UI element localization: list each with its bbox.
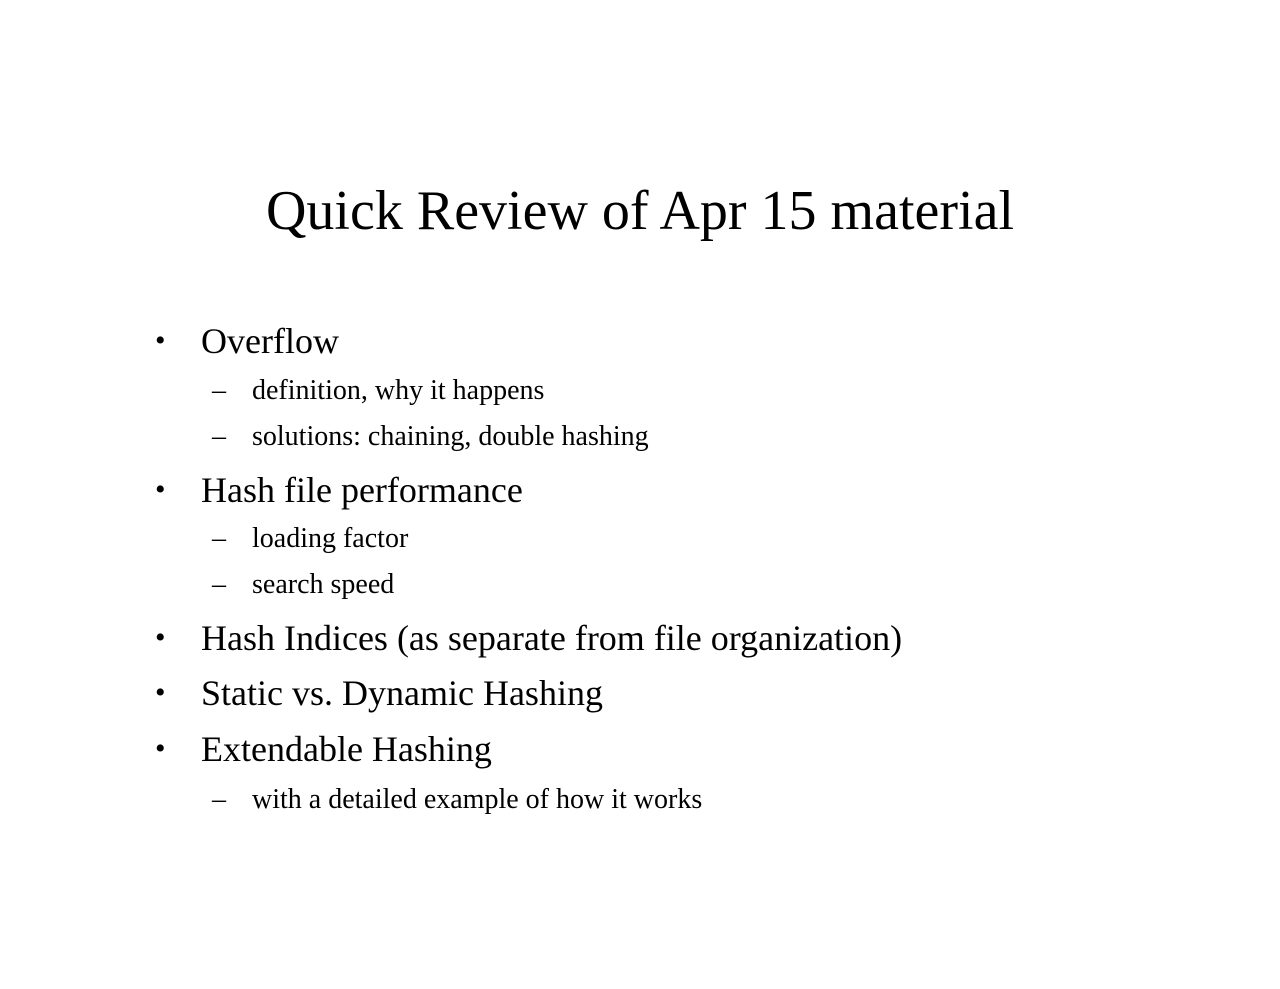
sub-item: [212, 374, 544, 408]
dash-icon: –: [212, 784, 226, 815]
dash-icon: –: [212, 375, 226, 406]
dash-icon: –: [212, 569, 226, 600]
slide-title: Quick Review of Apr 15 material: [265, 180, 1014, 242]
dash-icon: –: [212, 523, 226, 554]
bullet-text: Static vs. Dynamic Hashing: [201, 673, 603, 713]
bullet-text: Overflow: [201, 321, 339, 361]
bullet-item-hash-indices: [155, 618, 902, 658]
dash-icon: –: [212, 421, 226, 452]
sub-item-text: search speed: [252, 569, 395, 600]
bullet-text: Extendable Hashing: [201, 729, 492, 769]
sub-item-text: with a detailed example of how it works: [252, 784, 703, 815]
bullet-item-overflow: [155, 321, 339, 361]
sub-item: [212, 420, 649, 454]
bullet-item-extendable-hashing: [155, 729, 492, 769]
bullet-icon: •: [155, 676, 166, 709]
sub-item-text: loading factor: [252, 523, 409, 554]
sub-item-text: definition, why it happens: [252, 375, 545, 406]
sub-item: [212, 568, 394, 602]
sub-item: [212, 522, 408, 556]
bullet-item-static-vs-dynamic: [155, 673, 603, 713]
bullet-text: Hash Indices (as separate from file organization): [201, 618, 903, 658]
bullet-item-hash-file-performance: [155, 470, 523, 510]
bullet-icon: •: [155, 473, 166, 506]
bullet-text: Hash file performance: [201, 470, 523, 510]
sub-item: [212, 783, 702, 817]
bullet-icon: •: [155, 621, 166, 654]
sub-item-text: solutions: chaining, double hashing: [252, 421, 649, 452]
bullet-icon: •: [155, 324, 166, 357]
bullet-icon: •: [155, 732, 166, 765]
